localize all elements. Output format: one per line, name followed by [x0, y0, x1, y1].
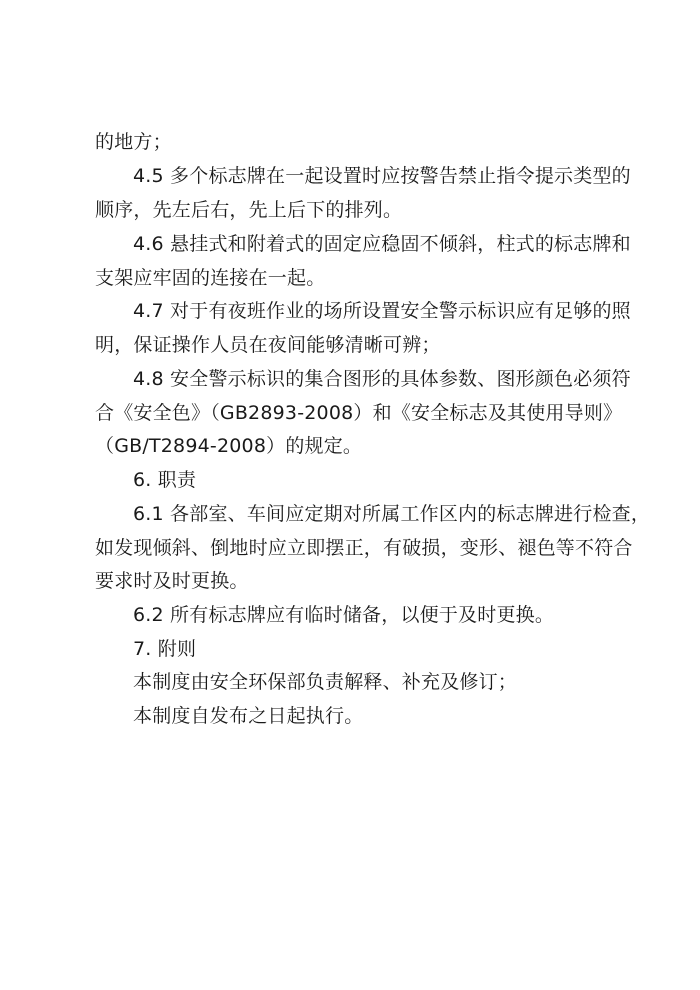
text-line: 合《安全色》（GB2893-2008）和《安全标志及其使用导则》 [95, 402, 623, 424]
clause-6-1: 6.1 各部室、车间应定期对所属工作区内的标志牌进行检查， [133, 503, 651, 525]
clause-4-8: 4.8 安全警示标识的集合图形的具体参数、图形颜色必须符 [133, 368, 631, 390]
clause-4-6: 4.6 悬挂式和附着式的固定应稳固不倾斜，柱式的标志牌和 [133, 233, 631, 255]
clause-6-2: 6.2 所有标志牌应有临时储备，以便于及时更换。 [133, 604, 555, 626]
text-line: 如发现倾斜、倒地时应立即摆正，有破损，变形、褪色等不符合 [95, 537, 633, 559]
text-line: 要求时及时更换。 [95, 570, 249, 592]
text-line: 明，保证操作人员在夜间能够清晰可辨； [95, 334, 441, 356]
text-line: 本制度自发布之日起执行。 [133, 705, 364, 727]
text-line: 顺序，先左后右，先上后下的排列。 [95, 199, 403, 221]
clause-4-5: 4.5 多个标志牌在一起设置时应按警告禁止指令提示类型的 [133, 165, 631, 187]
text-line: 本制度由安全环保部负责解释、补充及修订； [133, 671, 518, 693]
section-heading-7: 7. 附则 [133, 638, 197, 660]
text-line: （GB/T2894-2008）的规定。 [95, 435, 363, 457]
section-heading-6: 6. 职责 [133, 469, 197, 491]
clause-4-7: 4.7 对于有夜班作业的场所设置安全警示标识应有足够的照 [133, 300, 631, 322]
text-line: 的地方； [95, 131, 172, 153]
text-line: 支架应牢固的连接在一起。 [95, 267, 326, 289]
